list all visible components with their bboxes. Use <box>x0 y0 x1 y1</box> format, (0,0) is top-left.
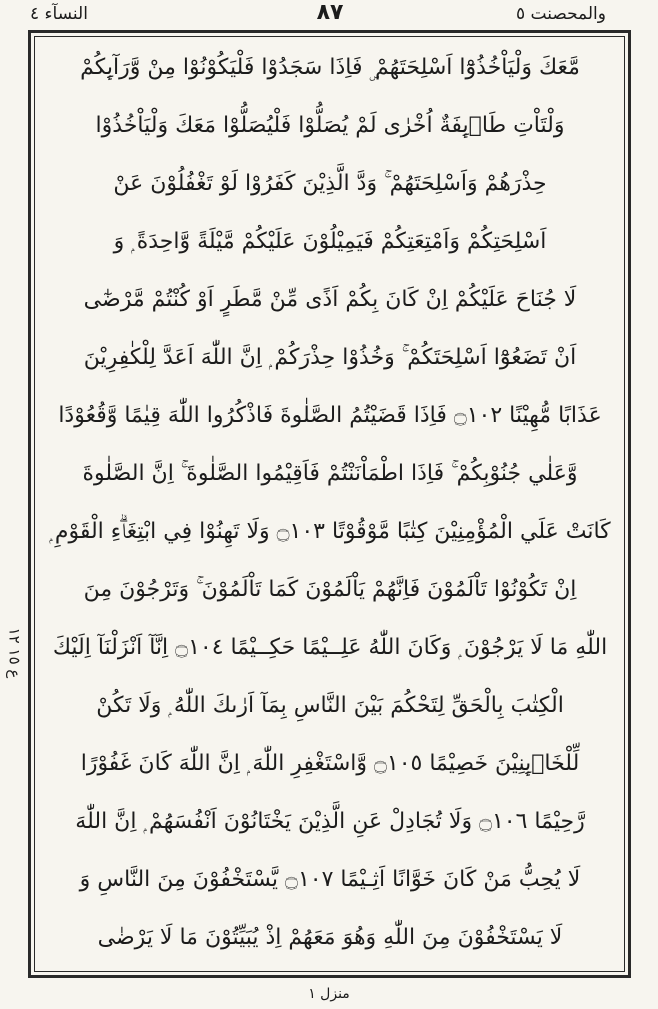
verse-line: لَا جُنَاحَ عَلَيْكُمْ اِنْ كَانَ بِكُمْ اَذًى مِّنْ مَّطَرٍ اَوْ كُنْتُمْ مَّرْضٰٓى <box>83 286 577 312</box>
verse-line: لِّلْخَاۗىِٕنِيْنَ خَصِيْمًا ۝١٠٥ وَّاسْتَغْفِرِ اللّٰهَ ۭ اِنَّ اللّٰهَ كَانَ غَفُوْرًا <box>80 750 580 776</box>
verse-line: الْكِتٰبَ بِالْحَقِّ لِتَحْكُمَ بَيْنَ النَّاسِ بِمَآ اَرٰىكَ اللّٰهُ ۭ وَلَا تَكُنْ <box>96 692 564 718</box>
verse-line: كَانَتْ عَلَي الْمُؤْمِنِيْنَ كِتٰبًا مَّوْقُوْتًا ۝١٠٣ وَلَا تَهِنُوْا فِي ابْتِغَاۗءِ الْقَوْمِ ۭ <box>49 518 611 544</box>
verse-line: وَلْتَاْتِ طَاۗىِٕفَةٌ اُخْرٰى لَمْ يُصَلُّوْا فَلْيُصَلُّوْا مَعَكَ وَلْيَاْخُذُوْا <box>95 112 565 138</box>
verse-line: لَا يَسْتَخْفُوْنَ مِنَ اللّٰهِ وَھُوَ مَعَھُمْ اِذْ يُبَيِّتُوْنَ مَا لَا يَرْضٰى <box>97 924 563 950</box>
verse-text-block <box>40 38 620 970</box>
verse-line: اِنْ تَكُوْنُوْا تَاْلَمُوْنَ فَاِنَّھُمْ يَاْلَمُوْنَ كَمَا تَاْلَمُوْنَ ۚ وَتَرْجُوْنَ مِنَ <box>83 576 577 602</box>
manzil-label: منزل ١ <box>308 986 350 1002</box>
verse-line: وَّعَلٰي جُنُوْبِكُمْ ۚ فَاِذَا اطْمَاْنَنْتُمْ فَاَقِيْمُوا الصَّلٰوةَ ۚ اِنَّ الصَّلٰوةَ <box>82 460 578 486</box>
verse-line: اللّٰهِ مَا لَا يَرْجُوْنَ ۭ وَكَانَ اللّٰهُ عَلِــيْمًا حَكِــيْمًا ۝١٠٤ اِنَّآ اَنْزَلْنَآ اِلَيْكَ <box>52 634 608 660</box>
verse-line: لَا يُحِبُّ مَنْ كَانَ خَوَّانًا اَثِـيْمًا ۝١٠٧ يَّسْتَخْفُوْنَ مِنَ النَّاسِ وَ <box>79 866 581 892</box>
page-number: ٨٧ <box>316 0 344 25</box>
verse-line: حِذْرَهُمْ وَاَسْلِحَتَهُمْ ۚ وَدَّ الَّذِيْنَ كَفَرُوْا لَوْ تَغْفُلُوْنَ عَنْ <box>113 170 547 196</box>
verse-line: اَنْ تَضَعُوْٓا اَسْلِحَتَكُمْ ۚ وَخُذُوْا حِذْرَكُمْ ۭ اِنَّ اللّٰهَ اَعَدَّ لِلْكٰفِرِيْنَ <box>83 344 577 370</box>
verse-line: مَّعَكَ وَلْيَاْخُذُوْٓا اَسْلِحَتَهُمْ ۣ فَاِذَا سَجَدُوْا فَلْيَكُوْنُوْا مِنْ وَّرَآىِٕكُمْ <box>80 54 580 80</box>
verse-line: عَذَابًا مُّهِيْنًا ۝١٠٢ فَاِذَا قَضَيْتُمُ الصَّلٰوةَ فَاذْكُرُوا اللّٰهَ قِيٰمًا وَّقُعُوْدًا <box>58 402 602 428</box>
verse-line: رَّحِيْمًا ۝١٠٦ وَلَا تُجَادِلْ عَنِ الَّذِيْنَ يَخْتَانُوْنَ اَنْفُسَھُمْ ۭ اِنَّ اللّٰهَ <box>75 808 585 834</box>
surah-name-header: النسآء ٤ <box>30 4 88 24</box>
ruku-margin-note <box>2 618 26 688</box>
verse-line: اَسْلِحَتِكُمْ وَاَمْتِعَتِكُمْ فَيَمِيْلُوْنَ عَلَيْكُمْ مَّيْلَةً وَّاحِدَةً ۭ وَ <box>113 228 547 254</box>
ruku-margin-text: ع ١٥ ١٢ <box>5 627 23 679</box>
juz-name-header: والمحصنت ٥ <box>515 4 606 24</box>
